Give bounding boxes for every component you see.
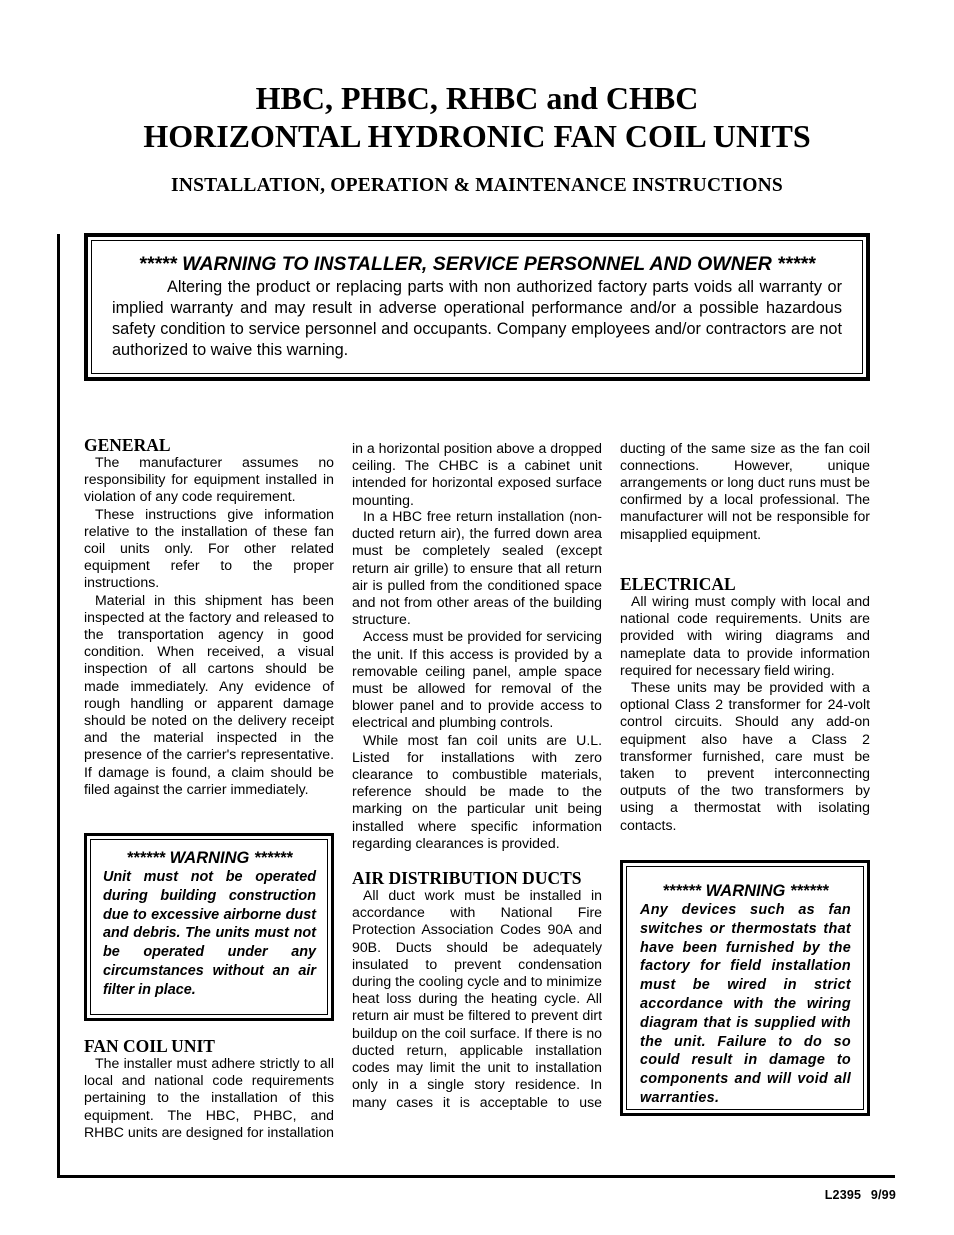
fan-coil-unit-paragraph-1-cont: in a horizontal position above a dropped ceiling. The CHBC is a cabinet unit intended for horizontal exposed surface mounting.: [352, 440, 602, 508]
electrical-warning-box: [620, 860, 870, 1116]
fan-coil-unit-heading: FAN COIL UNIT: [84, 1036, 215, 1056]
electrical-warning-text: Any devices such as fan switches or thermostats that have been furnished by the factory for field installation must be wired in strict accordance with the wiring diagram that is supplied with the unit. Failure to do so could result in damage to components and will void all warranties.: [640, 902, 851, 1106]
general-heading: GENERAL: [84, 435, 171, 455]
electrical-paragraph-1: All wiring must comply with local and national code requirements. Units are provided with wiring diagrams and nameplate data to provide information required for necessary field wiring.: [620, 593, 870, 678]
fan-coil-unit-section: [84, 1037, 334, 1140]
electrical-paragraph-2: These units may be provided with a optional Class 2 transformer for 24-volt control circuits. Should any add-on equipment also have a Class 2 transformer furnished, care must be taken to prevent interconnecting outputs of the two transformers by using a thermostat with isolating contacts.: [620, 679, 870, 833]
general-warning-inner-frame: [90, 839, 328, 1015]
air-distribution-paragraph-1-cont: ducting of the same size as the fan coil connections. However, unique arrangements or long duct runs must be confirmed by a local professional. The manufacturer will not be responsible for misapplied equipment.: [620, 439, 870, 542]
title-line-1: HBC, PHBC, RHBC and CHBC: [255, 80, 699, 116]
general-paragraph-2: These instructions give information relative to the installation of these fan coil units only. For other related equipment refer to the proper instructions.: [84, 505, 334, 591]
bottom-rule: [57, 1175, 895, 1178]
column-1: [84, 436, 334, 798]
fan-coil-unit-paragraph-2: In a HBC free return installation (non-ducted return air), the furred down area must be completely sealed (except return air grille) to ensure that all return air is pulled from the conditioned space and not from other areas of the building structure.: [352, 508, 602, 628]
top-warning-box: [84, 233, 870, 381]
title-line-2: HORIZONTAL HYDRONIC FAN COIL UNITS: [143, 118, 811, 154]
top-warning-inner-frame: [91, 240, 863, 374]
air-distribution-continuation: [620, 439, 870, 559]
electrical-warning-title: ****** WARNING ******: [662, 882, 829, 900]
document-code: L2395: [824, 1188, 862, 1202]
column-3: [620, 439, 870, 834]
general-paragraph-3: Material in this shipment has been inspected at the factory and released to the transportation agency in good condition. When received, a visual inspection of all cartons should be made immediately. Any evidence of rough handling or apparent damage should be noted on the delivery receipt and the material inspected in the presence of the carrier's representative. If damage is found, a claim should be filed against the carrier immediately.: [84, 591, 334, 797]
document-date: 9/99: [870, 1188, 896, 1202]
left-margin-rule: [57, 234, 60, 1178]
fan-coil-unit-paragraph-1: The installer must adhere strictly to all local and national code requirements pertaining to the installation of this equipment. The HBC, PHBC, and RHBC units are designed for installation: [84, 1055, 334, 1140]
general-warning-title: ****** WARNING ******: [126, 849, 293, 867]
electrical-warning-inner-frame: [626, 866, 864, 1110]
electrical-heading: ELECTRICAL: [620, 574, 736, 594]
top-warning-title: ***** WARNING TO INSTALLER, SERVICE PERSONNEL AND OWNER *****: [138, 253, 816, 275]
general-warning-text: Unit must not be operated during building construction due to excessive airborne dust and debris. The units must not be operated under any circumstances without an air filter in place.: [103, 869, 316, 998]
fan-coil-unit-paragraph-3: Access must be provided for servicing the unit. If this access is provided by a removable ceiling panel, ample space must be allowed for removal of the blower panel and to provide access to electrical and plumbing controls.: [352, 628, 602, 731]
subtitle: INSTALLATION, OPERATION & MAINTENANCE INSTRUCTIONS: [171, 175, 783, 196]
fan-coil-unit-continuation: [352, 439, 602, 508]
air-distribution-paragraph-1: All duct work must be installed in accordance with National Fire Protection Association Codes 90A and 90B. Ducts should be adequately insulated to prevent condensation during the cooling cycle and to minimize heat loss during the heating cycle. All return air must be filtered to prevent dirt buildup on the coil surface. If there is no ducted return, applicable installation codes may limit the unit to installation only in a single story residence. In many cases it is acceptable to use: [352, 887, 602, 1110]
air-distribution-heading: AIR DISTRIBUTION DUCTS: [352, 868, 582, 889]
page-footer: [825, 1188, 896, 1202]
general-paragraph-1: The manufacturer assumes no responsibility for equipment installed in violation of any code requirement.: [84, 454, 334, 505]
general-warning-box: [84, 833, 334, 1021]
fan-coil-unit-paragraph-4: While most fan coil units are U.L. Listed for installations with zero clearance to combustible materials, reference should be made to the marking on the particular unit being installed where specific information regarding clearances is provided.: [352, 731, 602, 851]
top-warning-text: Altering the product or replacing parts with non authorized factory parts voids all warranty or implied warranty and may result in adverse operational performance and/or a possible hazardous safety condition to service personnel and occupants. Company employees and/or contractors are not authorized to waive this warning.: [112, 278, 842, 359]
column-2: [352, 439, 602, 1110]
